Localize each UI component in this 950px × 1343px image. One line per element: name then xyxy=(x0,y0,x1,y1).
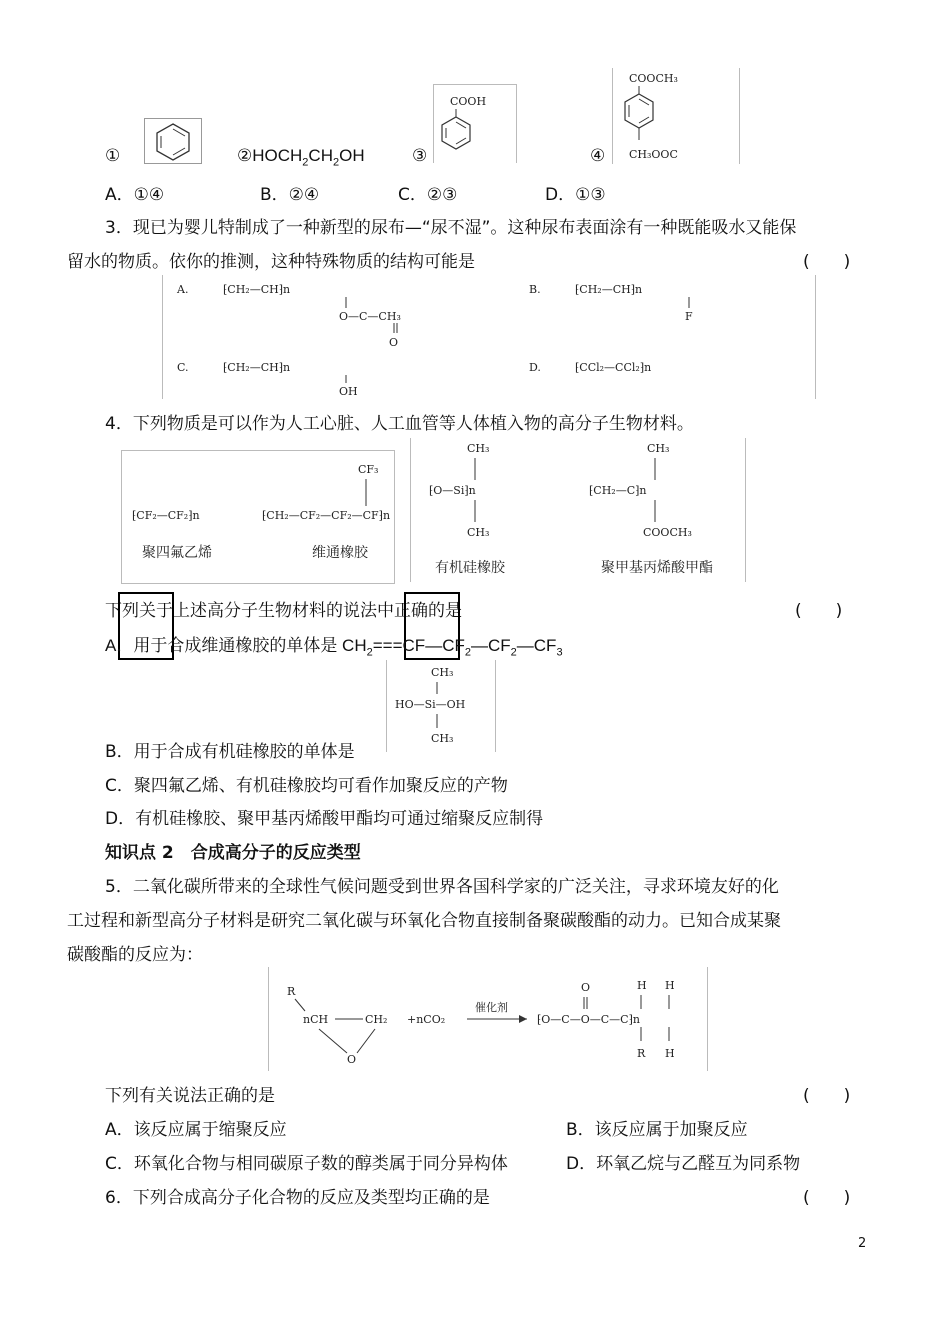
svg-text:+nCO₂: +nCO₂ xyxy=(407,1013,446,1026)
q4-stem: 下列关于上述高分子生物材料的说法中正确的是 xyxy=(105,601,462,621)
svg-text:CH₃OOC: CH₃OOC xyxy=(629,148,678,161)
page-number: 2 xyxy=(858,1236,867,1251)
q3-answer-paren[interactable]: ( ) xyxy=(803,252,851,272)
svg-text:聚甲基丙烯酸甲酯: 聚甲基丙烯酸甲酯 xyxy=(601,560,713,576)
q3-line2: 留水的物质。依你的推测，这种特殊物质的结构可能是 xyxy=(67,252,475,272)
svg-text:⁅CH₂—C⁆n: ⁅CH₂—C⁆n xyxy=(589,484,647,497)
cooh-label: COOH xyxy=(450,95,487,108)
materials-panel-left xyxy=(121,450,395,584)
silanol-structure xyxy=(386,660,496,752)
svg-text:维通橡胶: 维通橡胶 xyxy=(312,545,368,561)
svg-text:聚四氟乙烯: 聚四氟乙烯 xyxy=(142,545,212,561)
q4-answer-paren[interactable]: ( ) xyxy=(795,601,843,621)
q4-option-d[interactable]: D．有机硅橡胶、聚甲基丙烯酸甲酯均可通过缩聚反应制得 xyxy=(105,809,544,829)
choice-b[interactable]: B．②④ xyxy=(260,185,320,205)
reaction-equation xyxy=(268,967,708,1071)
svg-text:H: H xyxy=(665,1047,675,1060)
svg-text:O—C—CH₃: O—C—CH₃ xyxy=(339,310,401,323)
svg-text:O: O xyxy=(389,336,399,349)
q4-option-c[interactable]: C．聚四氟乙烯、有机硅橡胶均可看作加聚反应的产物 xyxy=(105,776,508,796)
svg-text:⁅CH₂—CH⁆n: ⁅CH₂—CH⁆n xyxy=(575,283,643,296)
q3-structures-panel xyxy=(162,275,816,399)
svg-text:HO—Si—OH: HO—Si—OH xyxy=(395,698,466,711)
choice-a[interactable]: A．①④ xyxy=(105,185,165,205)
svg-text:CH₃: CH₃ xyxy=(647,442,670,455)
svg-text:⁅CCl₂—CCl₂⁆n: ⁅CCl₂—CCl₂⁆n xyxy=(575,361,652,374)
svg-text:R: R xyxy=(287,985,296,998)
svg-text:F: F xyxy=(685,310,693,323)
svg-text:COOCH₃: COOCH₃ xyxy=(643,526,692,539)
svg-text:CH₃: CH₃ xyxy=(467,442,490,455)
svg-text:⁅CH₂—CH⁆n: ⁅CH₂—CH⁆n xyxy=(223,283,291,296)
svg-text:C.: C. xyxy=(177,361,189,374)
section-title: 知识点 2 合成高分子的反应类型 xyxy=(105,843,361,863)
svg-text:O: O xyxy=(581,981,591,994)
choice-c[interactable]: C．②③ xyxy=(398,185,458,205)
q5-answer-paren[interactable]: ( ) xyxy=(803,1086,851,1106)
q3-line1: 3．现已为婴儿特制成了一种新型的尿布—“尿不湿”。这种尿布表面涂有一种既能吸水又能保 xyxy=(105,218,797,238)
option-3-mark: ③ xyxy=(412,146,428,166)
q5-option-c[interactable]: C．环氧化合物与相同碳原子数的醇类属于同分异构体 xyxy=(105,1154,508,1174)
svg-text:⁅CF₂—CF₂⁆n: ⁅CF₂—CF₂⁆n xyxy=(132,509,200,522)
q5-line3: 碳酸酯的反应为： xyxy=(67,945,203,965)
svg-text:COOCH₃: COOCH₃ xyxy=(629,72,678,85)
benzene-ring-icon xyxy=(145,119,201,163)
svg-text:H: H xyxy=(637,979,647,992)
q4-option-a[interactable]: A．用于合成维通橡胶的单体是 $CH_2===CF—CF_2—CF_2—CF_3$ xyxy=(105,636,563,659)
svg-text:⁅CH₂—CH⁆n: ⁅CH₂—CH⁆n xyxy=(223,361,291,374)
svg-text:H: H xyxy=(665,979,675,992)
svg-text:⁅O—C—O—C—C⁆n: ⁅O—C—O—C—C⁆n xyxy=(537,1013,640,1026)
q6-line1: 6．下列合成高分子化合物的反应及类型均正确的是 xyxy=(105,1188,490,1208)
terephthalate-structure xyxy=(612,68,740,164)
q5-line2: 工过程和新型高分子材料是研究二氧化碳与环氧化合物直接制备聚碳酸酯的动力。已知合成某聚 xyxy=(67,911,781,931)
svg-text:CH₃: CH₃ xyxy=(431,732,454,745)
svg-text:CH₃: CH₃ xyxy=(467,526,490,539)
svg-text:有机硅橡胶: 有机硅橡胶 xyxy=(435,560,505,576)
svg-text:CH₂: CH₂ xyxy=(365,1013,388,1026)
svg-text:nCH: nCH xyxy=(303,1013,329,1026)
benzene-structure xyxy=(144,118,202,164)
svg-text:B.: B. xyxy=(529,283,541,296)
svg-text:A.: A. xyxy=(177,283,189,296)
svg-text:CH₃: CH₃ xyxy=(431,666,454,679)
q4-option-b[interactable]: B．用于合成有机硅橡胶的单体是 xyxy=(105,742,355,762)
choice-d[interactable]: D．①③ xyxy=(545,185,606,205)
q5-line1: 5．二氧化碳所带来的全球性气候问题受到世界各国科学家的广泛关注，寻求环境友好的化 xyxy=(105,877,779,897)
option-4-mark: ④ xyxy=(590,146,606,166)
q6-answer-paren[interactable]: ( ) xyxy=(803,1188,851,1208)
materials-panel-right xyxy=(410,438,746,582)
svg-text:O: O xyxy=(347,1053,357,1066)
q5-option-d[interactable]: D．环氧乙烷与乙醛互为同系物 xyxy=(566,1154,801,1174)
svg-text:⁅O—Si⁆n: ⁅O—Si⁆n xyxy=(429,484,476,497)
option-1-mark: ① xyxy=(105,146,121,166)
svg-text:R: R xyxy=(637,1047,646,1060)
option-2-formula: $②HOCH_2CH_2OH$ xyxy=(237,146,365,169)
q3-structures-svg xyxy=(163,275,815,399)
q5-option-b[interactable]: B．该反应属于加聚反应 xyxy=(566,1120,748,1140)
q5-option-a[interactable]: A．该反应属于缩聚反应 xyxy=(105,1120,287,1140)
svg-text:CF₃: CF₃ xyxy=(358,463,379,476)
benzoic-acid-structure xyxy=(433,84,517,163)
q5-stem: 下列有关说法正确的是 xyxy=(105,1086,275,1106)
svg-text:⁅CH₂—CF₂—CF₂—CF⁆n: ⁅CH₂—CF₂—CF₂—CF⁆n xyxy=(262,509,391,522)
svg-text:催化剂: 催化剂 xyxy=(475,1001,508,1014)
svg-text:OH: OH xyxy=(339,385,358,398)
svg-text:D.: D. xyxy=(529,361,541,374)
q4-line1: 4．下列物质是可以作为人工心脏、人工血管等人体植入物的高分子生物材料。 xyxy=(105,414,694,434)
